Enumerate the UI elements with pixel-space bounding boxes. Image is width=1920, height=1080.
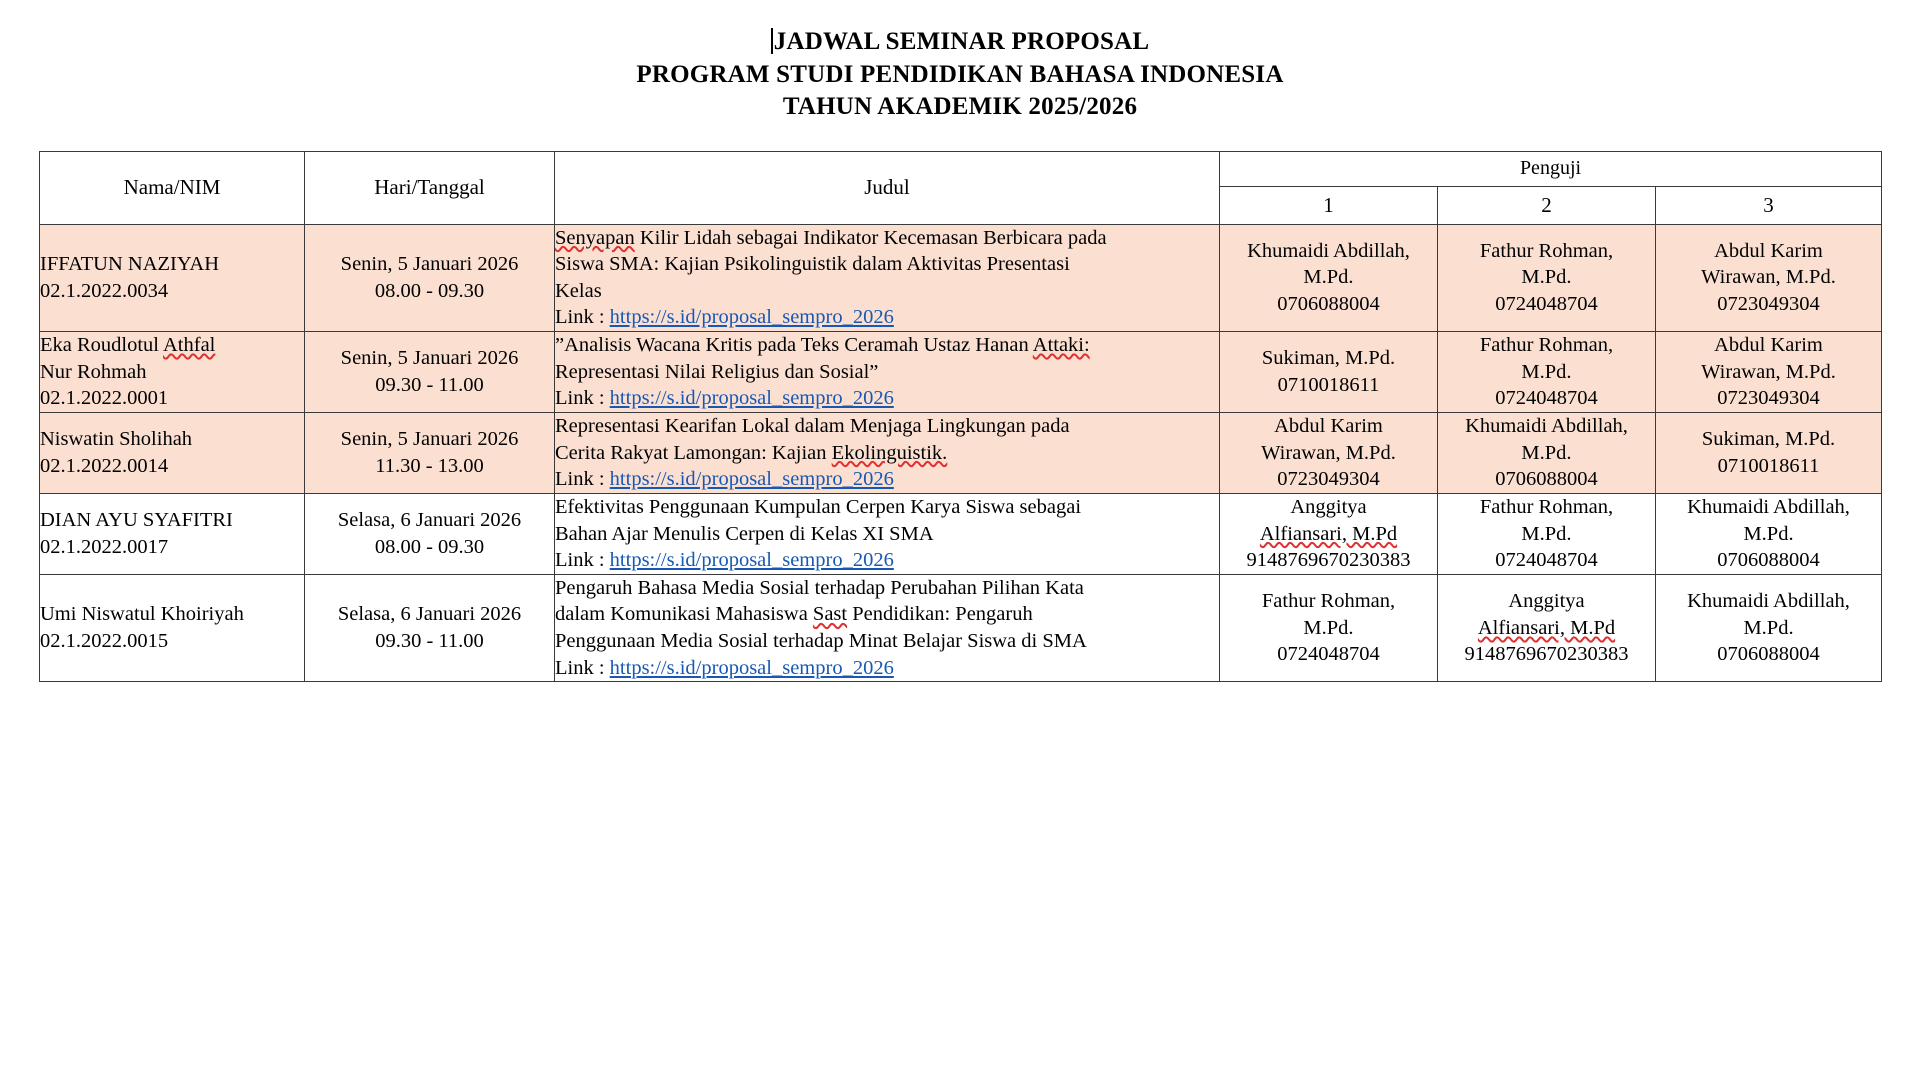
cell-penguji-2 bbox=[1438, 332, 1656, 413]
cell-penguji-3 bbox=[1656, 574, 1882, 682]
judul-line: Efektivitas Penggunaan Kumpulan Cerpen Karya Siswa sebagai bbox=[555, 495, 1082, 518]
judul-line: Siswa SMA: Kajian Psikolinguistik dalam Aktivitas Presentasi bbox=[555, 253, 1070, 276]
penguji-nidn: 9148769670230383 bbox=[1246, 549, 1411, 572]
penguji-name-line: M.Pd. bbox=[1521, 441, 1572, 464]
cell-nama-nim bbox=[40, 224, 305, 332]
penguji-nidn: 0723049304 bbox=[1717, 387, 1820, 410]
nama-line: DIAN AYU SYAFITRI bbox=[40, 509, 233, 532]
header-row-main bbox=[40, 151, 1882, 186]
link-label: Link : bbox=[555, 656, 610, 679]
header-penguji-1: 1 bbox=[1220, 186, 1438, 224]
cell-penguji-3 bbox=[1656, 493, 1882, 574]
nama-line: IFFATUN NAZIYAH bbox=[40, 253, 219, 276]
cell-penguji-1 bbox=[1220, 224, 1438, 332]
table-row bbox=[40, 412, 1882, 493]
cell-nama-nim bbox=[40, 332, 305, 413]
title-line-3: TAHUN AKADEMIK 2025/2026 bbox=[782, 93, 1138, 120]
cell-penguji-3 bbox=[1656, 332, 1882, 413]
cell-penguji-3 bbox=[1656, 412, 1882, 493]
spellcheck-underline: Attaki: bbox=[1032, 334, 1090, 357]
proposal-link[interactable]: https://s.id/proposal_sempro_2026 bbox=[609, 306, 894, 329]
penguji-name-line: Sukiman, M.Pd. bbox=[1261, 347, 1396, 370]
penguji-name-line: Fathur Rohman, bbox=[1479, 495, 1614, 518]
proposal-link[interactable]: https://s.id/proposal_sempro_2026 bbox=[609, 549, 894, 572]
penguji-name-line: Fathur Rohman, bbox=[1479, 334, 1614, 357]
penguji-name-line: Anggitya bbox=[1508, 590, 1585, 613]
penguji-nidn: 0724048704 bbox=[1495, 293, 1598, 316]
cell-hari-tanggal bbox=[305, 332, 555, 413]
link-label: Link : bbox=[555, 468, 610, 491]
cell-hari-tanggal bbox=[305, 493, 555, 574]
judul-line: Penggunaan Media Sosial terhadap Minat Belajar Siswa di SMA bbox=[555, 630, 1087, 653]
judul-link-line bbox=[555, 304, 1219, 331]
nama-line: Nur Rohmah bbox=[40, 360, 147, 383]
cell-penguji-1 bbox=[1220, 332, 1438, 413]
penguji-nidn: 0723049304 bbox=[1277, 468, 1380, 491]
judul-link-line bbox=[555, 655, 1219, 682]
penguji-name-line: Fathur Rohman, bbox=[1261, 590, 1396, 613]
header-judul: Judul bbox=[555, 151, 1220, 224]
link-label: Link : bbox=[555, 306, 610, 329]
spellcheck-underline: Athfal bbox=[163, 334, 216, 357]
cell-hari-tanggal bbox=[305, 574, 555, 682]
penguji-name-line: Khumaidi Abdillah, bbox=[1465, 414, 1628, 437]
penguji-name-line: Fathur Rohman, bbox=[1479, 239, 1614, 262]
hari-line: Selasa, 6 Januari 2026 bbox=[337, 509, 522, 532]
cell-nama-nim bbox=[40, 412, 305, 493]
penguji-name-line: Khumaidi Abdillah, bbox=[1247, 239, 1410, 262]
penguji-name-line: M.Pd. bbox=[1303, 266, 1354, 289]
table-body bbox=[40, 224, 1882, 682]
nama-line: Niswatin Sholihah bbox=[40, 428, 193, 451]
table-row bbox=[40, 332, 1882, 413]
spellcheck-underline: Alfiansari, M.Pd bbox=[1259, 522, 1398, 545]
judul-line: dalam Komunikasi Mahasiswa Sast Pendidikan: Pengaruh bbox=[555, 603, 1033, 626]
cell-penguji-3 bbox=[1656, 224, 1882, 332]
judul-link-line bbox=[555, 547, 1219, 574]
hari-line: Senin, 5 Januari 2026 bbox=[340, 253, 519, 276]
cell-penguji-2 bbox=[1438, 574, 1656, 682]
judul-line: Senyapan Kilir Lidah sebagai Indikator Kecemasan Berbicara pada bbox=[555, 226, 1107, 249]
penguji-name-line: Abdul Karim bbox=[1714, 239, 1823, 262]
nama-line: Umi Niswatul Khoiriyah bbox=[40, 603, 244, 626]
judul-line: Representasi Nilai Religius dan Sosial” bbox=[555, 360, 879, 383]
spellcheck-underline: Senyapan bbox=[555, 226, 635, 249]
link-label: Link : bbox=[555, 387, 610, 410]
nama-line: 02.1.2022.0017 bbox=[40, 535, 169, 558]
table-row bbox=[40, 493, 1882, 574]
cell-penguji-1 bbox=[1220, 574, 1438, 682]
proposal-link[interactable]: https://s.id/proposal_sempro_2026 bbox=[609, 387, 894, 410]
judul-line: Representasi Kearifan Lokal dalam Menjaga Lingkungan pada bbox=[555, 414, 1070, 437]
penguji-name-line: M.Pd. bbox=[1521, 522, 1572, 545]
penguji-name-line: Khumaidi Abdillah, bbox=[1687, 590, 1850, 613]
judul-line: Cerita Rakyat Lamongan: Kajian Ekolinguistik. bbox=[555, 441, 948, 464]
penguji-name-line: Wirawan, M.Pd. bbox=[1701, 360, 1836, 383]
penguji-name-line: M.Pd. bbox=[1743, 522, 1794, 545]
header-penguji-3: 3 bbox=[1656, 186, 1882, 224]
penguji-name-line: Abdul Karim bbox=[1274, 414, 1383, 437]
penguji-nidn: 0706088004 bbox=[1277, 293, 1380, 316]
proposal-link[interactable]: https://s.id/proposal_sempro_2026 bbox=[609, 468, 894, 491]
penguji-name-line: Wirawan, M.Pd. bbox=[1701, 266, 1836, 289]
penguji-name-line: Khumaidi Abdillah, bbox=[1687, 495, 1850, 518]
document-title-block bbox=[0, 0, 1920, 124]
cell-judul bbox=[555, 574, 1220, 682]
nama-line: 02.1.2022.0014 bbox=[40, 454, 169, 477]
penguji-name-line: M.Pd. bbox=[1743, 616, 1794, 639]
nama-line: Eka Roudlotul Athfal bbox=[40, 334, 216, 357]
cell-nama-nim bbox=[40, 493, 305, 574]
penguji-name-line: M.Pd. bbox=[1303, 616, 1354, 639]
title-line-2: PROGRAM STUDI PENDIDIKAN BAHASA INDONESIA bbox=[636, 60, 1284, 88]
penguji-nidn: 0724048704 bbox=[1495, 549, 1598, 572]
cell-penguji-2 bbox=[1438, 224, 1656, 332]
cell-hari-tanggal bbox=[305, 224, 555, 332]
hari-line: 08.00 - 09.30 bbox=[374, 279, 485, 302]
hari-line: 09.30 - 11.00 bbox=[375, 630, 484, 653]
header-nama-nim: Nama/NIM bbox=[40, 151, 305, 224]
header-penguji-2: 2 bbox=[1438, 186, 1656, 224]
penguji-nidn: 0706088004 bbox=[1717, 549, 1820, 572]
penguji-name-line: Anggitya bbox=[1290, 495, 1367, 518]
text-caret bbox=[771, 28, 773, 54]
judul-line: Bahan Ajar Menulis Cerpen di Kelas XI SMA bbox=[555, 522, 934, 545]
proposal-link[interactable]: https://s.id/proposal_sempro_2026 bbox=[609, 656, 894, 679]
cell-hari-tanggal bbox=[305, 412, 555, 493]
judul-line: Kelas bbox=[555, 279, 602, 302]
cell-penguji-1 bbox=[1220, 493, 1438, 574]
nama-line: 02.1.2022.0015 bbox=[40, 630, 169, 653]
judul-line: Pengaruh Bahasa Media Sosial terhadap Perubahan Pilihan Kata bbox=[555, 576, 1084, 599]
hari-line: Senin, 5 Januari 2026 bbox=[340, 428, 519, 451]
spellcheck-underline: Ekolinguistik. bbox=[831, 441, 948, 464]
penguji-nidn: 0724048704 bbox=[1277, 643, 1380, 666]
penguji-nidn: 0724048704 bbox=[1495, 387, 1598, 410]
penguji-nidn: 0706088004 bbox=[1495, 468, 1598, 491]
penguji-nidn: 0706088004 bbox=[1717, 643, 1820, 666]
judul-line: ”Analisis Wacana Kritis pada Teks Ceramah Ustaz Hanan Attaki: bbox=[555, 334, 1090, 357]
hari-line: Senin, 5 Januari 2026 bbox=[340, 347, 519, 370]
nama-line: 02.1.2022.0034 bbox=[40, 279, 169, 302]
hari-line: 09.30 - 11.00 bbox=[375, 374, 484, 397]
penguji-name-line: M.Pd. bbox=[1521, 266, 1572, 289]
cell-penguji-2 bbox=[1438, 412, 1656, 493]
hari-line: 08.00 - 09.30 bbox=[374, 535, 485, 558]
cell-judul bbox=[555, 493, 1220, 574]
penguji-nidn: 0723049304 bbox=[1717, 293, 1820, 316]
nama-line: 02.1.2022.0001 bbox=[40, 387, 169, 410]
judul-link-line bbox=[555, 466, 1219, 493]
table-head bbox=[40, 151, 1882, 224]
cell-judul bbox=[555, 412, 1220, 493]
title-line-1-text: JADWAL SEMINAR PROPOSAL bbox=[773, 28, 1150, 55]
cell-penguji-1 bbox=[1220, 412, 1438, 493]
table-row bbox=[40, 224, 1882, 332]
penguji-nidn: 0710018611 bbox=[1717, 454, 1820, 477]
cell-nama-nim bbox=[40, 574, 305, 682]
header-hari-tanggal: Hari/Tanggal bbox=[305, 151, 555, 224]
penguji-name-line bbox=[1220, 521, 1437, 548]
hari-line: Selasa, 6 Januari 2026 bbox=[337, 603, 522, 626]
judul-link-line bbox=[555, 385, 1219, 412]
schedule-table bbox=[39, 151, 1882, 683]
penguji-nidn: 9148769670230383 bbox=[1464, 643, 1629, 666]
hari-line: 11.30 - 13.00 bbox=[375, 454, 484, 477]
penguji-name-line: Sukiman, M.Pd. bbox=[1701, 428, 1836, 451]
penguji-name-line: Abdul Karim bbox=[1714, 334, 1823, 357]
cell-penguji-2 bbox=[1438, 493, 1656, 574]
link-label: Link : bbox=[555, 549, 610, 572]
spellcheck-underline: Sast bbox=[812, 603, 848, 626]
header-penguji: Penguji bbox=[1220, 151, 1882, 186]
penguji-name-line bbox=[1438, 615, 1655, 642]
penguji-nidn: 0710018611 bbox=[1277, 374, 1380, 397]
cell-judul bbox=[555, 224, 1220, 332]
spellcheck-underline: Alfiansari, M.Pd bbox=[1477, 616, 1616, 639]
schedule-table-wrap bbox=[39, 151, 1881, 683]
cell-judul bbox=[555, 332, 1220, 413]
table-row bbox=[40, 574, 1882, 682]
penguji-name-line: M.Pd. bbox=[1521, 360, 1572, 383]
title-line-1 bbox=[0, 26, 1920, 59]
penguji-name-line: Wirawan, M.Pd. bbox=[1261, 441, 1396, 464]
